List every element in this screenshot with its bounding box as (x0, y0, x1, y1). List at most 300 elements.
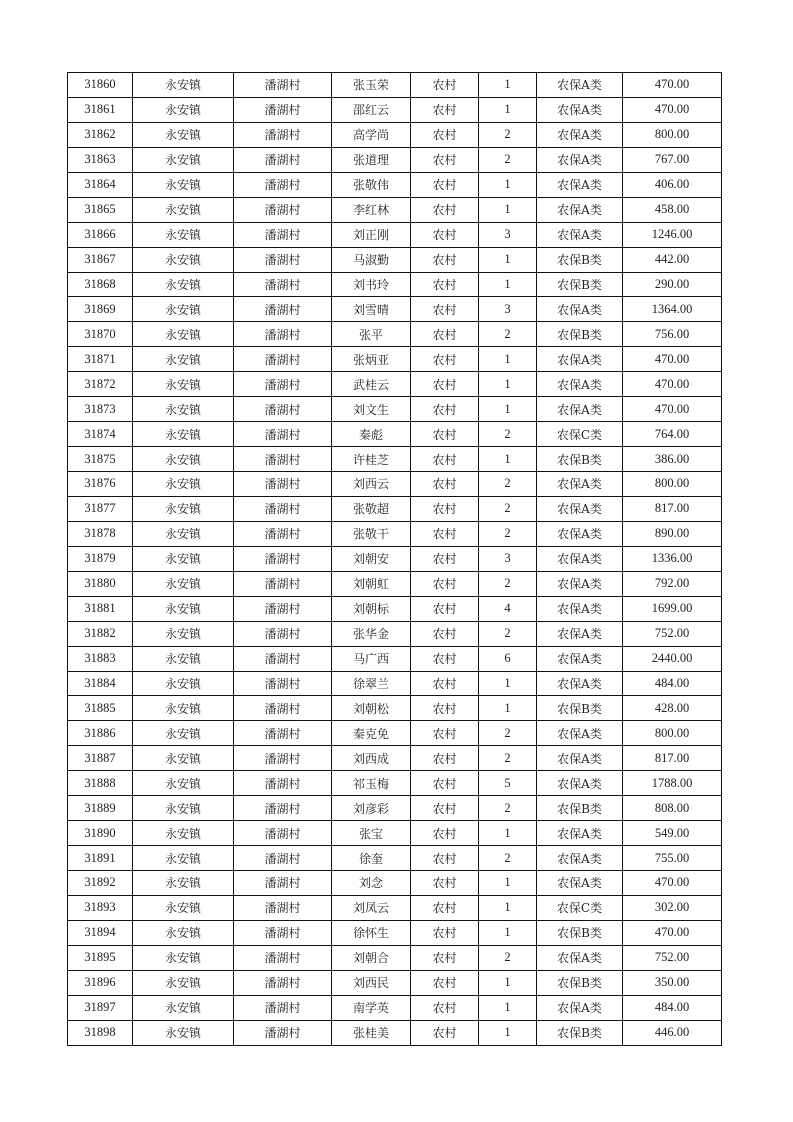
village-cell: 潘湖村 (234, 895, 332, 920)
household-type-cell: 农村 (411, 945, 479, 970)
persons-count-cell: 2 (479, 796, 537, 821)
town-cell: 永安镇 (133, 73, 234, 98)
category-cell: 农保B类 (537, 796, 623, 821)
category-cell: 农保A类 (537, 397, 623, 422)
serial-number-cell: 31893 (68, 895, 133, 920)
household-type-cell: 农村 (411, 73, 479, 98)
amount-cell: 800.00 (623, 721, 722, 746)
village-cell: 潘湖村 (234, 970, 332, 995)
serial-number-cell: 31895 (68, 945, 133, 970)
town-cell: 永安镇 (133, 372, 234, 397)
category-cell: 农保C类 (537, 895, 623, 920)
name-cell: 张宝 (332, 821, 411, 846)
serial-number-cell: 31867 (68, 247, 133, 272)
category-cell: 农保B类 (537, 1020, 623, 1045)
persons-count-cell: 1 (479, 696, 537, 721)
town-cell: 永安镇 (133, 97, 234, 122)
household-type-cell: 农村 (411, 147, 479, 172)
category-cell: 农保A类 (537, 472, 623, 497)
table-row (68, 272, 722, 297)
table-row (68, 945, 722, 970)
category-cell: 农保B类 (537, 247, 623, 272)
amount-cell: 752.00 (623, 945, 722, 970)
household-type-cell: 农村 (411, 122, 479, 147)
persons-count-cell: 1 (479, 372, 537, 397)
persons-count-cell: 1 (479, 73, 537, 98)
persons-count-cell: 1 (479, 447, 537, 472)
name-cell: 刘西云 (332, 472, 411, 497)
table-row (68, 821, 722, 846)
serial-number-cell: 31877 (68, 496, 133, 521)
data-table (67, 72, 722, 1046)
household-type-cell: 农村 (411, 197, 479, 222)
village-cell: 潘湖村 (234, 422, 332, 447)
household-type-cell: 农村 (411, 796, 479, 821)
serial-number-cell: 31872 (68, 372, 133, 397)
amount-cell: 442.00 (623, 247, 722, 272)
village-cell: 潘湖村 (234, 472, 332, 497)
name-cell: 刘朝虹 (332, 571, 411, 596)
amount-cell: 764.00 (623, 422, 722, 447)
serial-number-cell: 31897 (68, 995, 133, 1020)
town-cell: 永安镇 (133, 247, 234, 272)
persons-count-cell: 1 (479, 995, 537, 1020)
name-cell: 刘朝安 (332, 546, 411, 571)
category-cell: 农保B类 (537, 447, 623, 472)
category-cell: 农保B类 (537, 696, 623, 721)
town-cell: 永安镇 (133, 995, 234, 1020)
name-cell: 刘文生 (332, 397, 411, 422)
persons-count-cell: 1 (479, 821, 537, 846)
category-cell: 农保A类 (537, 671, 623, 696)
amount-cell: 484.00 (623, 671, 722, 696)
table-row (68, 571, 722, 596)
household-type-cell: 农村 (411, 671, 479, 696)
village-cell: 潘湖村 (234, 222, 332, 247)
category-cell: 农保A类 (537, 521, 623, 546)
persons-count-cell: 1 (479, 970, 537, 995)
persons-count-cell: 1 (479, 397, 537, 422)
household-type-cell: 农村 (411, 920, 479, 945)
household-type-cell: 农村 (411, 646, 479, 671)
village-cell: 潘湖村 (234, 197, 332, 222)
table-row (68, 322, 722, 347)
table-row (68, 397, 722, 422)
village-cell: 潘湖村 (234, 521, 332, 546)
village-cell: 潘湖村 (234, 247, 332, 272)
name-cell: 张敬伟 (332, 172, 411, 197)
town-cell: 永安镇 (133, 521, 234, 546)
table-row (68, 671, 722, 696)
serial-number-cell: 31898 (68, 1020, 133, 1045)
household-type-cell: 农村 (411, 97, 479, 122)
village-cell: 潘湖村 (234, 746, 332, 771)
household-type-cell: 农村 (411, 272, 479, 297)
serial-number-cell: 31883 (68, 646, 133, 671)
persons-count-cell: 1 (479, 347, 537, 372)
persons-count-cell: 6 (479, 646, 537, 671)
town-cell: 永安镇 (133, 746, 234, 771)
serial-number-cell: 31888 (68, 771, 133, 796)
village-cell: 潘湖村 (234, 796, 332, 821)
amount-cell: 484.00 (623, 995, 722, 1020)
household-type-cell: 农村 (411, 372, 479, 397)
village-cell: 潘湖村 (234, 596, 332, 621)
category-cell: 农保A类 (537, 571, 623, 596)
table-row (68, 372, 722, 397)
serial-number-cell: 31881 (68, 596, 133, 621)
village-cell: 潘湖村 (234, 995, 332, 1020)
village-cell: 潘湖村 (234, 172, 332, 197)
table-row (68, 73, 722, 98)
household-type-cell: 农村 (411, 895, 479, 920)
village-cell: 潘湖村 (234, 920, 332, 945)
town-cell: 永安镇 (133, 621, 234, 646)
amount-cell: 792.00 (623, 571, 722, 596)
category-cell: 农保A类 (537, 995, 623, 1020)
table-row (68, 247, 722, 272)
village-cell: 潘湖村 (234, 347, 332, 372)
persons-count-cell: 1 (479, 920, 537, 945)
name-cell: 刘念 (332, 871, 411, 896)
name-cell: 刘朝合 (332, 945, 411, 970)
table-row (68, 621, 722, 646)
persons-count-cell: 3 (479, 222, 537, 247)
household-type-cell: 农村 (411, 472, 479, 497)
category-cell: 农保A类 (537, 496, 623, 521)
household-type-cell: 农村 (411, 871, 479, 896)
town-cell: 永安镇 (133, 1020, 234, 1045)
serial-number-cell: 31889 (68, 796, 133, 821)
village-cell: 潘湖村 (234, 571, 332, 596)
table-row (68, 422, 722, 447)
table-row (68, 920, 722, 945)
name-cell: 刘朝标 (332, 596, 411, 621)
name-cell: 张敬干 (332, 521, 411, 546)
persons-count-cell: 2 (479, 846, 537, 871)
table-row (68, 796, 722, 821)
amount-cell: 470.00 (623, 347, 722, 372)
village-cell: 潘湖村 (234, 871, 332, 896)
town-cell: 永安镇 (133, 122, 234, 147)
table-row (68, 995, 722, 1020)
town-cell: 永安镇 (133, 546, 234, 571)
category-cell: 农保A类 (537, 172, 623, 197)
name-cell: 刘朝松 (332, 696, 411, 721)
table-row (68, 871, 722, 896)
table-row (68, 97, 722, 122)
persons-count-cell: 1 (479, 172, 537, 197)
household-type-cell: 农村 (411, 297, 479, 322)
persons-count-cell: 1 (479, 1020, 537, 1045)
amount-cell: 290.00 (623, 272, 722, 297)
household-type-cell: 农村 (411, 746, 479, 771)
category-cell: 农保B类 (537, 272, 623, 297)
table-row (68, 172, 722, 197)
serial-number-cell: 31890 (68, 821, 133, 846)
village-cell: 潘湖村 (234, 721, 332, 746)
persons-count-cell: 2 (479, 521, 537, 546)
serial-number-cell: 31878 (68, 521, 133, 546)
table-row (68, 546, 722, 571)
serial-number-cell: 31860 (68, 73, 133, 98)
category-cell: 农保A类 (537, 621, 623, 646)
name-cell: 徐怀生 (332, 920, 411, 945)
name-cell: 刘书玲 (332, 272, 411, 297)
town-cell: 永安镇 (133, 796, 234, 821)
name-cell: 张玉荣 (332, 73, 411, 98)
category-cell: 农保A类 (537, 721, 623, 746)
household-type-cell: 农村 (411, 771, 479, 796)
table-row (68, 222, 722, 247)
category-cell: 农保A类 (537, 596, 623, 621)
household-type-cell: 农村 (411, 447, 479, 472)
amount-cell: 428.00 (623, 696, 722, 721)
amount-cell: 1246.00 (623, 222, 722, 247)
household-type-cell: 农村 (411, 596, 479, 621)
amount-cell: 470.00 (623, 73, 722, 98)
town-cell: 永安镇 (133, 646, 234, 671)
category-cell: 农保B类 (537, 920, 623, 945)
name-cell: 刘西成 (332, 746, 411, 771)
persons-count-cell: 2 (479, 496, 537, 521)
table-row (68, 122, 722, 147)
town-cell: 永安镇 (133, 571, 234, 596)
persons-count-cell: 1 (479, 895, 537, 920)
name-cell: 祁玉梅 (332, 771, 411, 796)
serial-number-cell: 31876 (68, 472, 133, 497)
household-type-cell: 农村 (411, 970, 479, 995)
village-cell: 潘湖村 (234, 1020, 332, 1045)
amount-cell: 752.00 (623, 621, 722, 646)
name-cell: 张华金 (332, 621, 411, 646)
table-row (68, 197, 722, 222)
name-cell: 武桂云 (332, 372, 411, 397)
table-row (68, 970, 722, 995)
serial-number-cell: 31870 (68, 322, 133, 347)
serial-number-cell: 31880 (68, 571, 133, 596)
household-type-cell: 农村 (411, 322, 479, 347)
name-cell: 秦彪 (332, 422, 411, 447)
amount-cell: 800.00 (623, 122, 722, 147)
amount-cell: 458.00 (623, 197, 722, 222)
table-row (68, 746, 722, 771)
town-cell: 永安镇 (133, 721, 234, 746)
persons-count-cell: 1 (479, 247, 537, 272)
town-cell: 永安镇 (133, 496, 234, 521)
household-type-cell: 农村 (411, 821, 479, 846)
persons-count-cell: 1 (479, 671, 537, 696)
serial-number-cell: 31896 (68, 970, 133, 995)
town-cell: 永安镇 (133, 771, 234, 796)
town-cell: 永安镇 (133, 222, 234, 247)
amount-cell: 386.00 (623, 447, 722, 472)
category-cell: 农保A类 (537, 197, 623, 222)
town-cell: 永安镇 (133, 846, 234, 871)
household-type-cell: 农村 (411, 521, 479, 546)
household-type-cell: 农村 (411, 172, 479, 197)
amount-cell: 767.00 (623, 147, 722, 172)
persons-count-cell: 3 (479, 297, 537, 322)
persons-count-cell: 2 (479, 721, 537, 746)
persons-count-cell: 1 (479, 871, 537, 896)
village-cell: 潘湖村 (234, 272, 332, 297)
serial-number-cell: 31863 (68, 147, 133, 172)
town-cell: 永安镇 (133, 596, 234, 621)
category-cell: 农保A类 (537, 97, 623, 122)
table-row (68, 297, 722, 322)
amount-cell: 350.00 (623, 970, 722, 995)
amount-cell: 1364.00 (623, 297, 722, 322)
household-type-cell: 农村 (411, 995, 479, 1020)
serial-number-cell: 31875 (68, 447, 133, 472)
name-cell: 刘彦彩 (332, 796, 411, 821)
persons-count-cell: 2 (479, 147, 537, 172)
amount-cell: 1699.00 (623, 596, 722, 621)
serial-number-cell: 31874 (68, 422, 133, 447)
name-cell: 张平 (332, 322, 411, 347)
household-type-cell: 农村 (411, 846, 479, 871)
serial-number-cell: 31866 (68, 222, 133, 247)
amount-cell: 470.00 (623, 920, 722, 945)
name-cell: 高学尚 (332, 122, 411, 147)
amount-cell: 1788.00 (623, 771, 722, 796)
table-row (68, 147, 722, 172)
name-cell: 徐翠兰 (332, 671, 411, 696)
persons-count-cell: 2 (479, 122, 537, 147)
village-cell: 潘湖村 (234, 846, 332, 871)
amount-cell: 808.00 (623, 796, 722, 821)
amount-cell: 470.00 (623, 871, 722, 896)
amount-cell: 470.00 (623, 397, 722, 422)
amount-cell: 2440.00 (623, 646, 722, 671)
table-row (68, 846, 722, 871)
town-cell: 永安镇 (133, 397, 234, 422)
persons-count-cell: 2 (479, 746, 537, 771)
table-row (68, 496, 722, 521)
amount-cell: 755.00 (623, 846, 722, 871)
category-cell: 农保A类 (537, 646, 623, 671)
serial-number-cell: 31879 (68, 546, 133, 571)
name-cell: 刘正刚 (332, 222, 411, 247)
household-type-cell: 农村 (411, 222, 479, 247)
category-cell: 农保A类 (537, 945, 623, 970)
persons-count-cell: 2 (479, 945, 537, 970)
category-cell: 农保A类 (537, 746, 623, 771)
serial-number-cell: 31861 (68, 97, 133, 122)
persons-count-cell: 1 (479, 197, 537, 222)
table-row (68, 521, 722, 546)
name-cell: 张桂美 (332, 1020, 411, 1045)
town-cell: 永安镇 (133, 696, 234, 721)
amount-cell: 549.00 (623, 821, 722, 846)
household-type-cell: 农村 (411, 397, 479, 422)
table-row (68, 1020, 722, 1045)
village-cell: 潘湖村 (234, 397, 332, 422)
category-cell: 农保A类 (537, 222, 623, 247)
category-cell: 农保B类 (537, 970, 623, 995)
town-cell: 永安镇 (133, 970, 234, 995)
town-cell: 永安镇 (133, 322, 234, 347)
name-cell: 徐奎 (332, 846, 411, 871)
village-cell: 潘湖村 (234, 73, 332, 98)
persons-count-cell: 1 (479, 97, 537, 122)
persons-count-cell: 2 (479, 621, 537, 646)
village-cell: 潘湖村 (234, 447, 332, 472)
serial-number-cell: 31864 (68, 172, 133, 197)
serial-number-cell: 31871 (68, 347, 133, 372)
persons-count-cell: 4 (479, 596, 537, 621)
amount-cell: 406.00 (623, 172, 722, 197)
category-cell: 农保A类 (537, 821, 623, 846)
name-cell: 李红林 (332, 197, 411, 222)
name-cell: 南学英 (332, 995, 411, 1020)
town-cell: 永安镇 (133, 422, 234, 447)
village-cell: 潘湖村 (234, 122, 332, 147)
serial-number-cell: 31885 (68, 696, 133, 721)
table-row (68, 596, 722, 621)
town-cell: 永安镇 (133, 472, 234, 497)
table-row (68, 721, 722, 746)
persons-count-cell: 2 (479, 322, 537, 347)
village-cell: 潘湖村 (234, 821, 332, 846)
town-cell: 永安镇 (133, 297, 234, 322)
persons-count-cell: 2 (479, 571, 537, 596)
village-cell: 潘湖村 (234, 372, 332, 397)
name-cell: 许桂芝 (332, 447, 411, 472)
village-cell: 潘湖村 (234, 297, 332, 322)
household-type-cell: 农村 (411, 546, 479, 571)
amount-cell: 756.00 (623, 322, 722, 347)
household-type-cell: 农村 (411, 247, 479, 272)
village-cell: 潘湖村 (234, 621, 332, 646)
name-cell: 张道理 (332, 147, 411, 172)
household-type-cell: 农村 (411, 621, 479, 646)
category-cell: 农保A类 (537, 347, 623, 372)
town-cell: 永安镇 (133, 172, 234, 197)
table-row (68, 696, 722, 721)
amount-cell: 890.00 (623, 521, 722, 546)
category-cell: 农保A类 (537, 771, 623, 796)
amount-cell: 817.00 (623, 496, 722, 521)
town-cell: 永安镇 (133, 197, 234, 222)
serial-number-cell: 31873 (68, 397, 133, 422)
village-cell: 潘湖村 (234, 97, 332, 122)
amount-cell: 470.00 (623, 97, 722, 122)
persons-count-cell: 5 (479, 771, 537, 796)
persons-count-cell: 2 (479, 472, 537, 497)
serial-number-cell: 31891 (68, 846, 133, 871)
town-cell: 永安镇 (133, 447, 234, 472)
persons-count-cell: 2 (479, 422, 537, 447)
serial-number-cell: 31865 (68, 197, 133, 222)
name-cell: 邵红云 (332, 97, 411, 122)
amount-cell: 446.00 (623, 1020, 722, 1045)
serial-number-cell: 31886 (68, 721, 133, 746)
category-cell: 农保A类 (537, 147, 623, 172)
persons-count-cell: 3 (479, 546, 537, 571)
town-cell: 永安镇 (133, 347, 234, 372)
name-cell: 张敬超 (332, 496, 411, 521)
town-cell: 永安镇 (133, 821, 234, 846)
category-cell: 农保C类 (537, 422, 623, 447)
table-row (68, 347, 722, 372)
category-cell: 农保A类 (537, 122, 623, 147)
name-cell: 刘西民 (332, 970, 411, 995)
table-row (68, 447, 722, 472)
village-cell: 潘湖村 (234, 496, 332, 521)
amount-cell: 302.00 (623, 895, 722, 920)
